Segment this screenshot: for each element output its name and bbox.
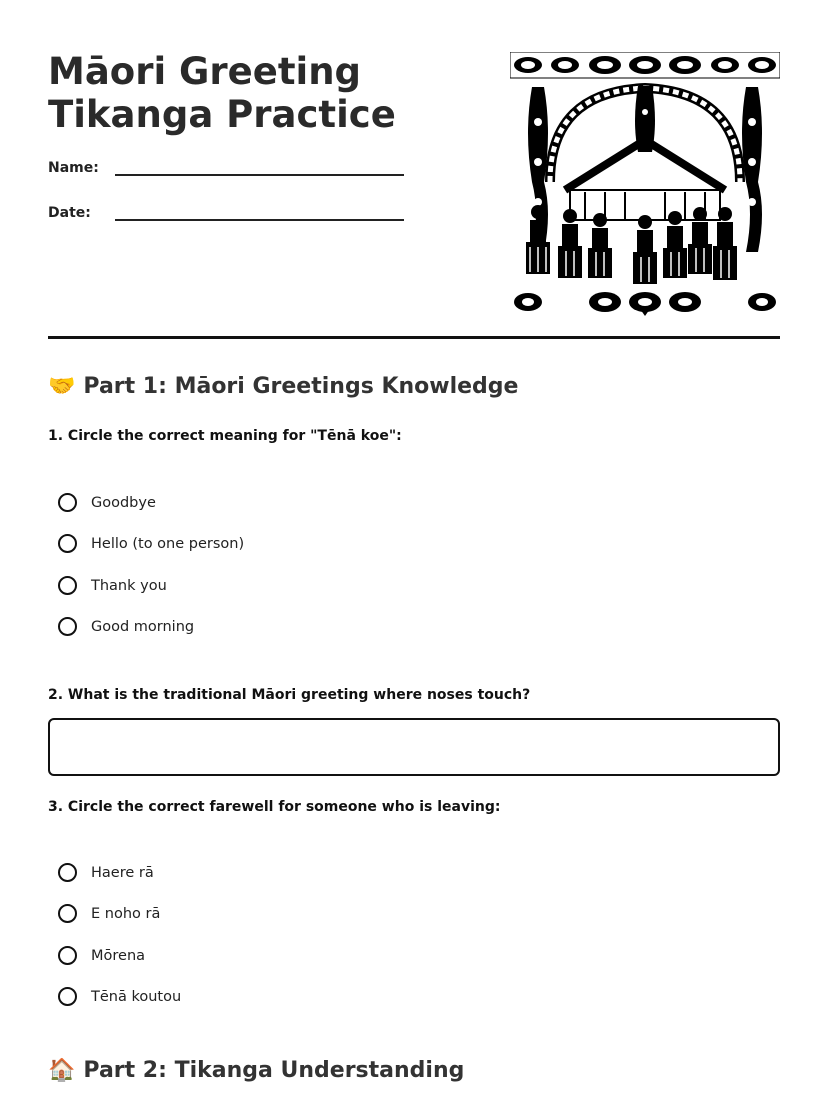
radio-circle[interactable] xyxy=(58,946,77,965)
question-2: 2. What is the traditional Māori greeting where noses touch? xyxy=(48,687,531,703)
header-divider xyxy=(48,336,780,339)
q1-option-2-label: Hello (to one person) xyxy=(91,535,245,552)
q1-option-4[interactable] xyxy=(58,617,194,636)
date-label: Date: xyxy=(48,205,91,221)
q3-option-3[interactable] xyxy=(58,946,145,965)
worksheet-page xyxy=(48,0,780,1083)
radio-circle[interactable] xyxy=(58,617,77,636)
worksheet-header xyxy=(48,0,780,340)
q1-option-1-label: Goodbye xyxy=(91,494,156,511)
part1-heading-text: Part 1: Māori Greetings Knowledge xyxy=(83,374,519,399)
question-1: 1. Circle the correct meaning for "Tēnā koe": xyxy=(48,428,402,444)
q1-option-1[interactable] xyxy=(58,493,156,512)
radio-circle[interactable] xyxy=(58,987,77,1006)
part2-heading-text: Part 2: Tikanga Understanding xyxy=(83,1058,465,1083)
q3-option-2-label: E noho rā xyxy=(91,905,161,922)
q1-option-4-label: Good morning xyxy=(91,618,195,635)
house-icon: 🏠 xyxy=(48,1058,76,1083)
part2-heading xyxy=(48,1058,464,1083)
part1-heading xyxy=(48,374,518,399)
q1-option-2[interactable] xyxy=(58,534,244,553)
q3-option-2[interactable] xyxy=(58,904,160,923)
date-field xyxy=(48,205,404,221)
handshake-icon: 🤝 xyxy=(48,374,76,399)
q3-option-3-label: Mōrena xyxy=(91,947,146,964)
radio-circle[interactable] xyxy=(58,576,77,595)
page-title: Māori Greeting Tikanga Practice xyxy=(48,50,396,136)
radio-circle[interactable] xyxy=(58,904,77,923)
marae-illustration xyxy=(510,52,780,316)
radio-circle[interactable] xyxy=(58,493,77,512)
q3-option-1-label: Haere rā xyxy=(91,864,154,881)
name-blank-line[interactable] xyxy=(115,160,404,176)
question-3: 3. Circle the correct farewell for someone who is leaving: xyxy=(48,799,501,815)
q3-option-1[interactable] xyxy=(58,863,154,882)
date-blank-line[interactable] xyxy=(115,205,404,221)
name-label: Name: xyxy=(48,160,99,176)
q3-option-4-label: Tēnā koutou xyxy=(91,988,182,1005)
q1-option-3[interactable] xyxy=(58,576,167,595)
radio-circle[interactable] xyxy=(58,863,77,882)
q2-answer-box[interactable] xyxy=(48,718,780,776)
radio-circle[interactable] xyxy=(58,534,77,553)
q1-option-3-label: Thank you xyxy=(91,577,167,594)
name-field xyxy=(48,160,404,176)
q3-option-4[interactable] xyxy=(58,987,181,1006)
